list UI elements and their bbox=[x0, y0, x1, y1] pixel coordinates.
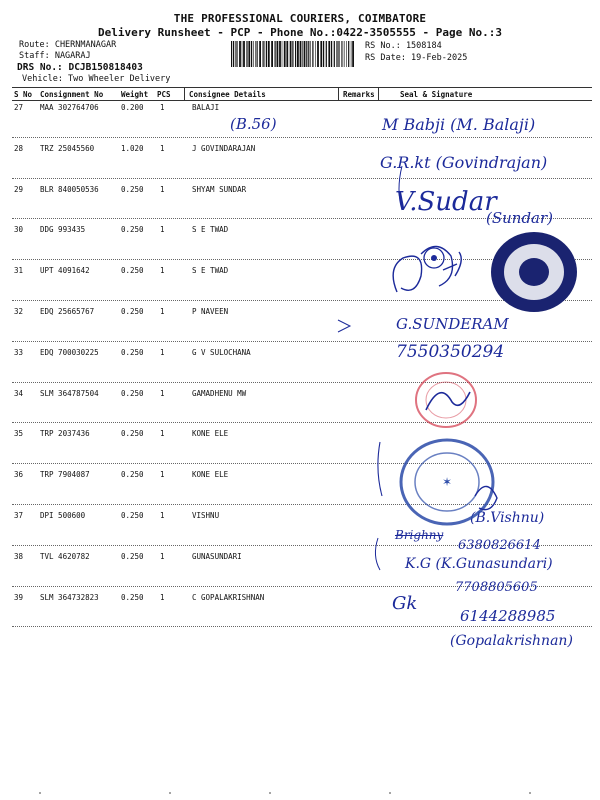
cell-pcs: 1 bbox=[160, 470, 165, 479]
handwritten-signature: Brighny bbox=[395, 528, 444, 542]
cell-weight: 0.250 bbox=[121, 266, 144, 275]
row-separator bbox=[12, 422, 592, 423]
cell-sno: 31 bbox=[14, 266, 24, 275]
cell-consignment: SLM 364787504 bbox=[40, 389, 99, 398]
row-separator bbox=[12, 626, 592, 627]
rs-number: RS No.: 1508184 bbox=[365, 41, 442, 51]
cell-consignee: VISHNU bbox=[192, 511, 220, 520]
table-row bbox=[0, 348, 600, 360]
cell-pcs: 1 bbox=[160, 552, 165, 561]
route-label: Route: CHERNMANAGAR bbox=[19, 40, 117, 50]
handwritten-signature: Gk bbox=[392, 593, 418, 614]
col-consignee: Consignee Details bbox=[189, 90, 266, 99]
handwritten-note: (Sundar) bbox=[486, 209, 554, 227]
handwritten-phone: 6380826614 bbox=[458, 538, 541, 553]
company-title: THE PROFESSIONAL COURIERS, COIMBATORE bbox=[173, 12, 427, 25]
cell-sno: 32 bbox=[14, 307, 24, 316]
cell-consignee: BALAJI bbox=[192, 103, 220, 112]
cell-consignee: SHYAM SUNDAR bbox=[192, 185, 247, 194]
cell-sno: 35 bbox=[14, 429, 24, 438]
cell-consignment: EDQ 700030225 bbox=[40, 348, 99, 357]
handwritten-phone: 6144288985 bbox=[460, 607, 556, 625]
col-divider bbox=[378, 88, 379, 100]
cell-weight: 0.250 bbox=[121, 470, 144, 479]
table-row bbox=[0, 389, 600, 401]
cell-weight: 0.250 bbox=[121, 429, 144, 438]
handwritten-phone: 7708805605 bbox=[455, 580, 538, 595]
cell-sno: 33 bbox=[14, 348, 24, 357]
cell-consignment: SLM 364732823 bbox=[40, 593, 99, 602]
handwritten-signature: V.Sudar bbox=[395, 187, 497, 217]
svg-text:✶: ✶ bbox=[441, 475, 453, 489]
row-separator bbox=[12, 137, 592, 138]
table-row bbox=[0, 429, 600, 441]
cell-consignee: S E TWAD bbox=[192, 225, 229, 234]
column-header-row bbox=[0, 88, 600, 100]
cell-consignee: C GOPALAKRISHNAN bbox=[192, 593, 265, 602]
handwritten-signature: K.G (K.Gunasundari) bbox=[405, 556, 553, 572]
cell-sno: 27 bbox=[14, 103, 24, 112]
col-pcs: PCS bbox=[157, 90, 171, 99]
cell-weight: 0.250 bbox=[121, 552, 144, 561]
cell-weight: 0.250 bbox=[121, 307, 144, 316]
cell-consignment: TRZ 25045560 bbox=[40, 144, 95, 153]
cell-consignee: P NAVEEN bbox=[192, 307, 229, 316]
staff-label: Staff: NAGARAJ bbox=[19, 51, 91, 61]
col-divider bbox=[338, 88, 339, 100]
table-row bbox=[0, 103, 600, 115]
cell-consignee: GUNASUNDARI bbox=[192, 552, 242, 561]
cell-sno: 28 bbox=[14, 144, 24, 153]
col-sno: S No bbox=[14, 90, 33, 99]
cell-consignment: BLR 840050536 bbox=[40, 185, 99, 194]
cell-pcs: 1 bbox=[160, 185, 165, 194]
cell-consignment: TVL 4620782 bbox=[40, 552, 90, 561]
cell-sno: 37 bbox=[14, 511, 24, 520]
cell-consignment: TRP 7904087 bbox=[40, 470, 90, 479]
cell-pcs: 1 bbox=[160, 593, 165, 602]
cell-sno: 38 bbox=[14, 552, 24, 561]
cell-consignment: MAA 302764706 bbox=[40, 103, 99, 112]
cell-weight: 0.250 bbox=[121, 348, 144, 357]
cell-consignee: S E TWAD bbox=[192, 266, 229, 275]
cell-weight: 1.020 bbox=[121, 144, 144, 153]
blue-company-stamp bbox=[395, 436, 505, 532]
cell-sno: 34 bbox=[14, 389, 24, 398]
cell-weight: 0.250 bbox=[121, 389, 144, 398]
cell-pcs: 1 bbox=[160, 348, 165, 357]
cell-consignee: GAMADHENU MW bbox=[192, 389, 247, 398]
cell-pcs: 1 bbox=[160, 266, 165, 275]
footer-dots bbox=[10, 790, 590, 796]
vehicle-label: Vehicle: Two Wheeler Delivery bbox=[22, 74, 171, 84]
handwritten-signature: G.SUNDERAM bbox=[396, 315, 509, 333]
col-remarks: Remarks bbox=[343, 90, 375, 99]
cell-consignment: DDG 993435 bbox=[40, 225, 86, 234]
cell-weight: 0.250 bbox=[121, 185, 144, 194]
row-separator bbox=[12, 341, 592, 342]
table-row bbox=[0, 185, 600, 197]
company-seal-stamp bbox=[488, 228, 582, 316]
cell-sno: 30 bbox=[14, 225, 24, 234]
cell-consignee: J GOVINDARAJAN bbox=[192, 144, 256, 153]
cell-weight: 0.250 bbox=[121, 593, 144, 602]
cell-consignment: DPI 500600 bbox=[40, 511, 86, 520]
cell-sno: 36 bbox=[14, 470, 24, 479]
cell-consignment: TRP 2037436 bbox=[40, 429, 90, 438]
cell-pcs: 1 bbox=[160, 225, 165, 234]
cell-consignee: G V SULOCHANA bbox=[192, 348, 251, 357]
row-separator bbox=[12, 463, 592, 464]
cell-pcs: 1 bbox=[160, 429, 165, 438]
cell-weight: 0.200 bbox=[121, 103, 144, 112]
cell-sno: 29 bbox=[14, 185, 24, 194]
drs-number: DRS No.: DCJB150818403 bbox=[17, 62, 143, 73]
red-rubber-stamp bbox=[412, 370, 482, 432]
cell-pcs: 1 bbox=[160, 103, 165, 112]
cell-pcs: 1 bbox=[160, 307, 165, 316]
cell-weight: 0.250 bbox=[121, 225, 144, 234]
cell-weight: 0.250 bbox=[121, 511, 144, 520]
col-divider bbox=[184, 88, 185, 100]
cell-pcs: 1 bbox=[160, 144, 165, 153]
row-separator bbox=[12, 504, 592, 505]
barcode-image bbox=[231, 41, 356, 67]
cell-sno: 39 bbox=[14, 593, 24, 602]
col-consignment: Consignment No bbox=[40, 90, 104, 99]
col-weight: Weight bbox=[121, 90, 149, 99]
rs-date: RS Date: 19-Feb-2025 bbox=[365, 53, 468, 63]
cell-pcs: 1 bbox=[160, 389, 165, 398]
runsheet-subtitle: Delivery Runsheet - PCP - Phone No.:0422-3505555 - Page No.:3 bbox=[98, 26, 502, 39]
cell-pcs: 1 bbox=[160, 511, 165, 520]
cell-consignee: KONE ELE bbox=[192, 429, 229, 438]
cell-consignment: UPT 4091642 bbox=[40, 266, 90, 275]
header-bottom-rule bbox=[12, 100, 592, 101]
cell-consignment: EDQ 25665767 bbox=[40, 307, 95, 316]
handwritten-signature: M Babji (M. Balaji) bbox=[382, 115, 536, 134]
row-separator bbox=[12, 382, 592, 383]
handwritten-phone: 7550350294 bbox=[396, 342, 505, 362]
handwritten-signature: G.R.kt (Govindrajan) bbox=[380, 153, 548, 172]
table-row bbox=[0, 470, 600, 482]
cell-consignee: KONE ELE bbox=[192, 470, 229, 479]
col-seal: Seal & Signature bbox=[400, 90, 473, 99]
handwritten-note: (B.56) bbox=[230, 115, 277, 133]
handwritten-note: (B.Vishnu) bbox=[470, 510, 545, 526]
handwritten-note: (Gopalakrishnan) bbox=[450, 633, 573, 649]
row-separator bbox=[12, 178, 592, 179]
